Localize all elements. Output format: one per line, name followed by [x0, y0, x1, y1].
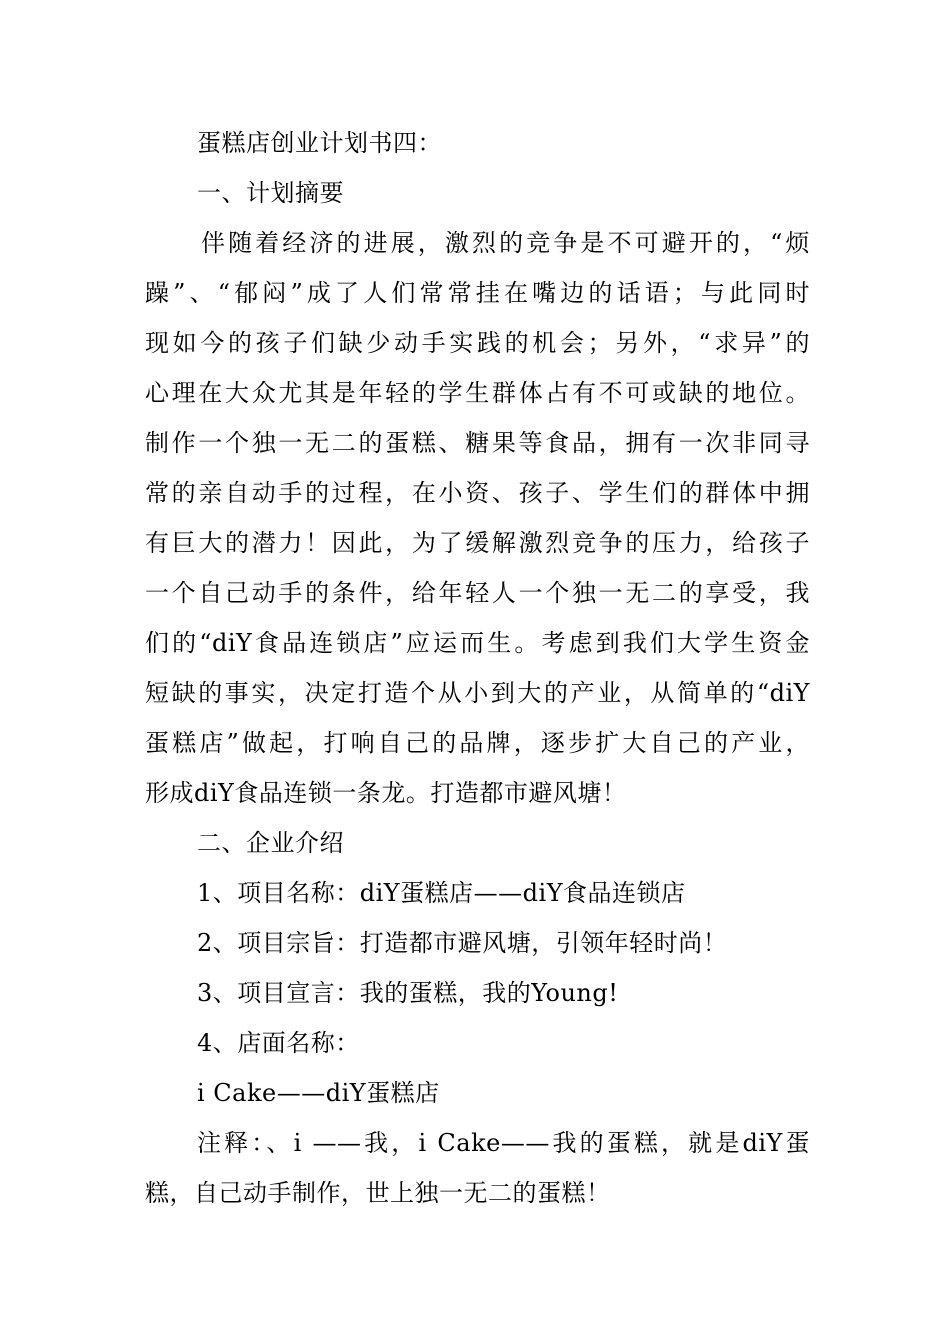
list-item-project-name: 1、项目名称：diY蛋糕店——diY食品连锁店	[197, 879, 686, 907]
store-name: i Cake——diY蛋糕店	[197, 1079, 440, 1107]
section-heading-plan-summary: 一、计划摘要	[197, 179, 344, 207]
list-item-store-name-label: 4、店面名称：	[197, 1029, 360, 1057]
paragraph-note	[145, 1118, 810, 1218]
document-page	[145, 118, 810, 1218]
paragraph-line: 制作一个独一无二的蛋糕、糖果等食品，拥有一次非同寻	[145, 429, 810, 457]
paragraph-line: 形成diY食品连锁一条龙。打造都市避风塘！	[145, 779, 627, 807]
list-item-project-purpose: 2、项目宗旨：打造都市避风塘，引领年轻时尚！	[197, 929, 728, 957]
paragraph-line: 常的亲自动手的过程，在小资、孩子、学生们的群体中拥	[145, 479, 810, 507]
paragraph-line: 蛋糕店”做起，打响自己的品牌，逐步扩大自己的产业，	[145, 729, 810, 757]
paragraph-line: 一个自己动手的条件，给年轻人一个独一无二的享受，我	[145, 579, 810, 607]
section-heading-company-intro: 二、企业介绍	[197, 829, 344, 857]
paragraph-line: 心理在大众尤其是年轻的学生群体占有不可或缺的地位。	[145, 379, 810, 407]
list-item-project-slogan: 3、项目宣言：我的蛋糕，我的Young!	[197, 979, 619, 1007]
paragraph-line: 有巨大的潜力！因此，为了缓解激烈竞争的压力，给孩子	[145, 529, 810, 557]
document-title: 蛋糕店创业计划书四：	[197, 129, 442, 157]
paragraph-line: 现如今的孩子们缺少动手实践的机会；另外，“求异”的	[145, 329, 810, 357]
paragraph-line: 短缺的事实，决定打造个从小到大的产业，从简单的“diY	[145, 679, 810, 707]
paragraph-line: 糕，自己动手制作，世上独一无二的蛋糕！	[145, 1179, 611, 1207]
paragraph-plan-summary	[145, 218, 810, 818]
paragraph-line: 躁”、“郁闷”成了人们常常挂在嘴边的话语；与此同时	[145, 279, 810, 307]
paragraph-line: 伴随着经济的进展，激烈的竞争是不可避开的，“烦	[201, 229, 810, 257]
paragraph-line: 注释：、i ——我，i Cake——我的蛋糕，就是diY蛋	[197, 1129, 810, 1157]
paragraph-line: 们的“diY食品连锁店”应运而生。考虑到我们大学生资金	[145, 629, 810, 657]
